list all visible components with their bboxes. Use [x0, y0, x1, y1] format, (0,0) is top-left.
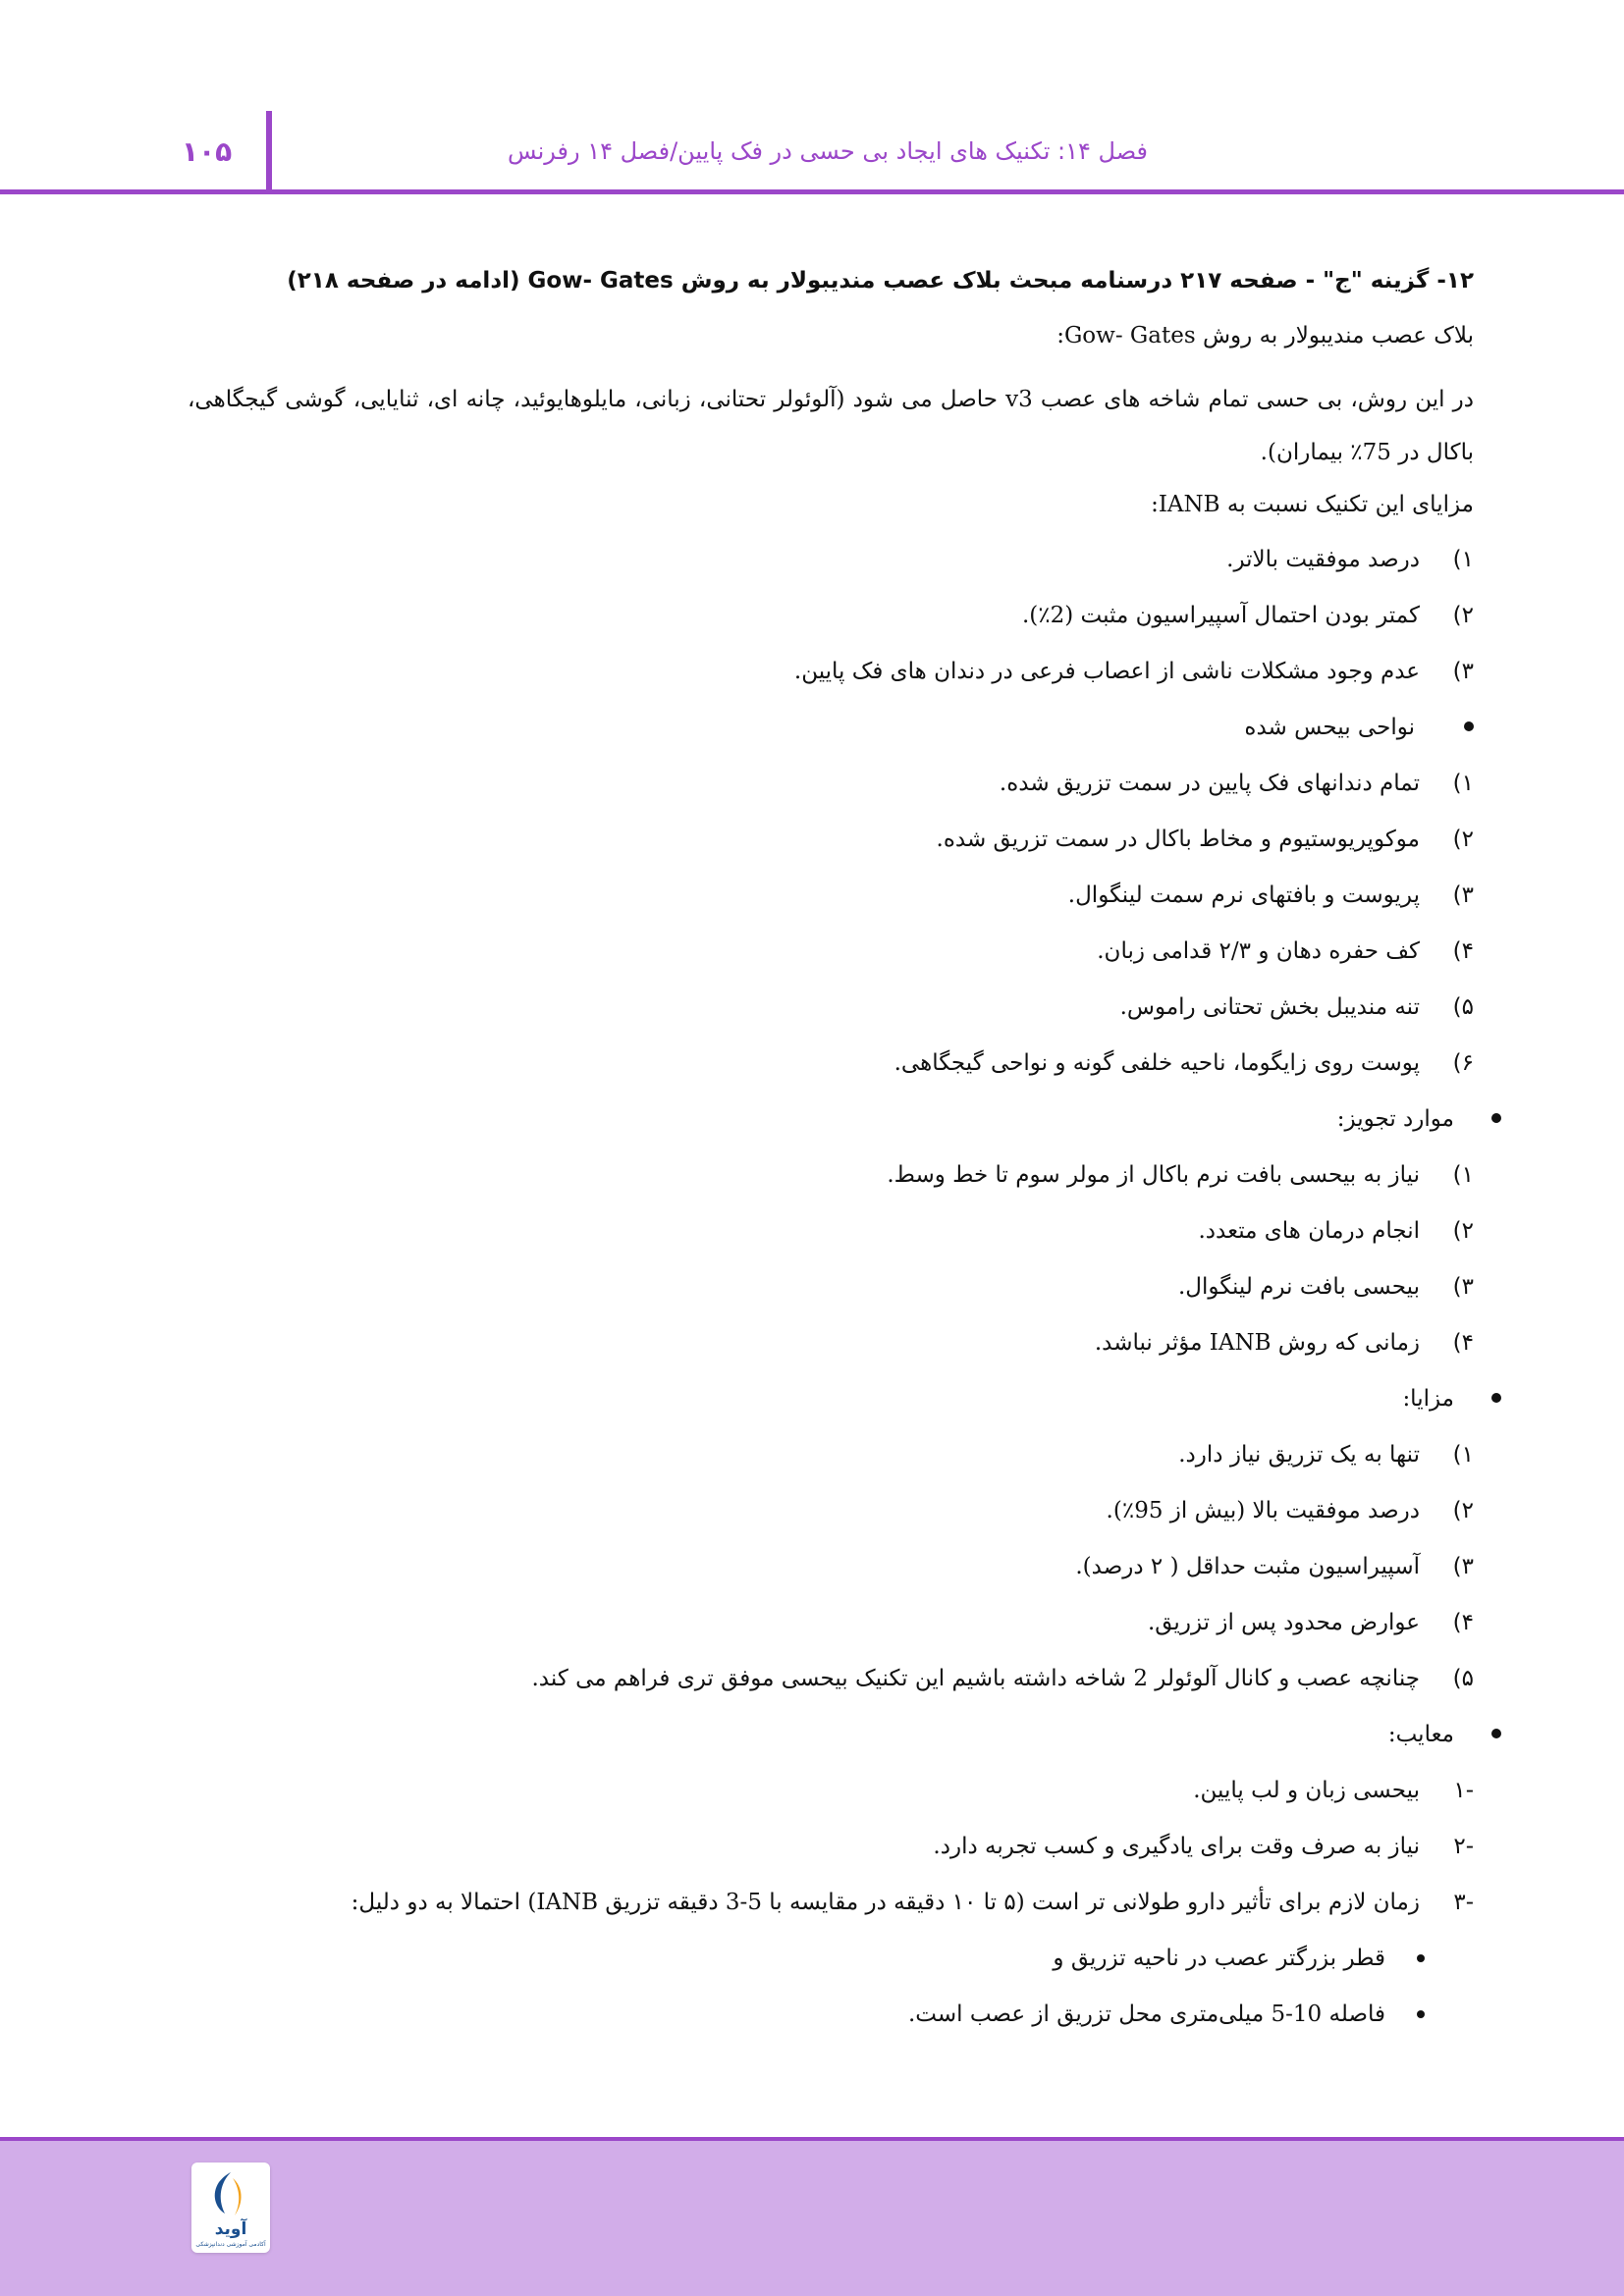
bullet-icon	[1491, 1729, 1501, 1738]
list-item: ۴) کف حفره دهان و ۲/۳ قدامی زبان.	[1097, 938, 1474, 964]
list-item: ۱) نیاز به بیحسی بافت نرم باکال از مولر سوم تا خط وسط.	[887, 1162, 1474, 1188]
logo-subtext: آکادمی آموزشی دندانپزشکی	[195, 2241, 266, 2248]
avid-logo	[191, 2163, 270, 2253]
list-item: ۳) پریوست و بافتهای نرم سمت لینگوال.	[1067, 882, 1474, 908]
advantages-heading: مزایای این تکنیک نسبت به IANB:	[1151, 492, 1474, 517]
list-item: ۲) درصد موفقیت بالا (بیش از 95٪).	[1106, 1498, 1474, 1523]
advantages-list	[188, 542, 1474, 689]
page-header	[0, 0, 1624, 196]
chapter-title: فصل ۱۴: تکنیک های ایجاد بی حسی در فک پایین/فصل ۱۴ رفرنس	[507, 137, 1148, 165]
list-item: -۲ نیاز به صرف وقت برای یادگیری و کسب تجربه دارد.	[933, 1834, 1474, 1859]
list-item: ۴) عوارض محدود پس از تزریق.	[1147, 1610, 1474, 1635]
list-item: قطر بزرگتر عصب در ناحیه تزریق و	[188, 1941, 1385, 1976]
header-divider	[266, 111, 272, 191]
list-item: ۲) انجام درمان های متعدد.	[1198, 1218, 1474, 1244]
list-item: ۵) چنانچه عصب و کانال آلوئولر 2 شاخه داشته باشیم این تکنیک بیحسی موفق تری فراهم می کند.	[531, 1666, 1474, 1691]
list-item: -۱ بیحسی زبان و لب پایین.	[1193, 1778, 1474, 1803]
disadvantages-heading: معایب:	[188, 1717, 1474, 1752]
disadvantages-list	[188, 1773, 1474, 1920]
list-item: ۲) کمتر بودن احتمال آسپیراسیون مثبت (2٪).	[1021, 603, 1474, 628]
bullet-icon	[1491, 1393, 1501, 1403]
footer-rule	[0, 2137, 1624, 2141]
list-item: ۱) درصد موفقیت بالاتر.	[1226, 547, 1474, 572]
bullet-icon	[1464, 721, 1474, 731]
question-title: ۱۲- گزینه "ج" - صفحه ۲۱۷ درسنامه مبحث بلاک عصب مندیبولار به روش Gow- Gates (ادامه در صفحه ۲۱۸)	[287, 268, 1474, 294]
logo-mark-icon	[191, 2168, 270, 2219]
list-item: ۱) تمام دندانهای فک پایین در سمت تزریق شده.	[999, 771, 1474, 796]
list-item: ۳) بیحسی بافت نرم لینگوال.	[1177, 1274, 1474, 1300]
benefits-list	[188, 1437, 1474, 1696]
indications-heading: موارد تجویز:	[188, 1101, 1474, 1137]
header-rule	[0, 189, 1624, 194]
list-item: ۱) تنها به یک تزریق نیاز دارد.	[1178, 1442, 1474, 1468]
bullet-icon	[1417, 2010, 1425, 2018]
list-item: ۲) موکوپریوستیوم و مخاط باکال در سمت تزریق شده.	[936, 827, 1474, 852]
list-item: ۵) تنه مندیبل بخش تحتانی راموس.	[1119, 994, 1474, 1020]
page-footer	[0, 2137, 1624, 2296]
page-content	[188, 263, 1474, 2053]
list-item: ۳) آسپیراسیون مثبت حداقل ( ۲ درصد).	[1075, 1554, 1474, 1579]
list-item: ۶) پوست روی زایگوما، ناحیه خلفی گونه و نواحی گیجگاهی.	[893, 1050, 1474, 1076]
benefits-heading: مزایا:	[188, 1381, 1474, 1416]
areas-list	[188, 766, 1474, 1081]
intro-line: بلاک عصب مندیبولار به روش Gow- Gates:	[1056, 323, 1474, 348]
reasons-list	[188, 1941, 1474, 2032]
page-number: ۱۰۵	[182, 135, 233, 168]
bullet-icon	[1491, 1113, 1501, 1123]
list-item: فاصله 10-5 میلی‌متری محل تزریق از عصب است.	[188, 1997, 1385, 2032]
list-item: ۴) زمانی که روش IANB مؤثر نباشد.	[1094, 1330, 1474, 1356]
bullet-icon	[1417, 1954, 1425, 1962]
areas-heading: نواحی بیحس شده	[188, 710, 1474, 745]
list-item: ۳) عدم وجود مشکلات ناشی از اعصاب فرعی در دندان های فک پایین.	[793, 659, 1474, 684]
indications-list	[188, 1157, 1474, 1361]
intro-paragraph: در این روش، بی حسی تمام شاخه های عصب v3 حاصل می شود (آلوئولر تحتانی، زبانی، مایلوهایوئید، چانه ای، ثنایایی، گوشی گیجگاهی، باکال در 75٪ بیماران).	[188, 387, 1474, 465]
list-item: -۳ زمان لازم برای تأثیر دارو طولانی تر است (۵ تا ۱۰ دقیقه در مقایسه با 5-3 دقیقه تزریق IANB) احتمالا به دو دلیل:	[351, 1890, 1474, 1915]
logo-text: آوید	[214, 2219, 247, 2239]
